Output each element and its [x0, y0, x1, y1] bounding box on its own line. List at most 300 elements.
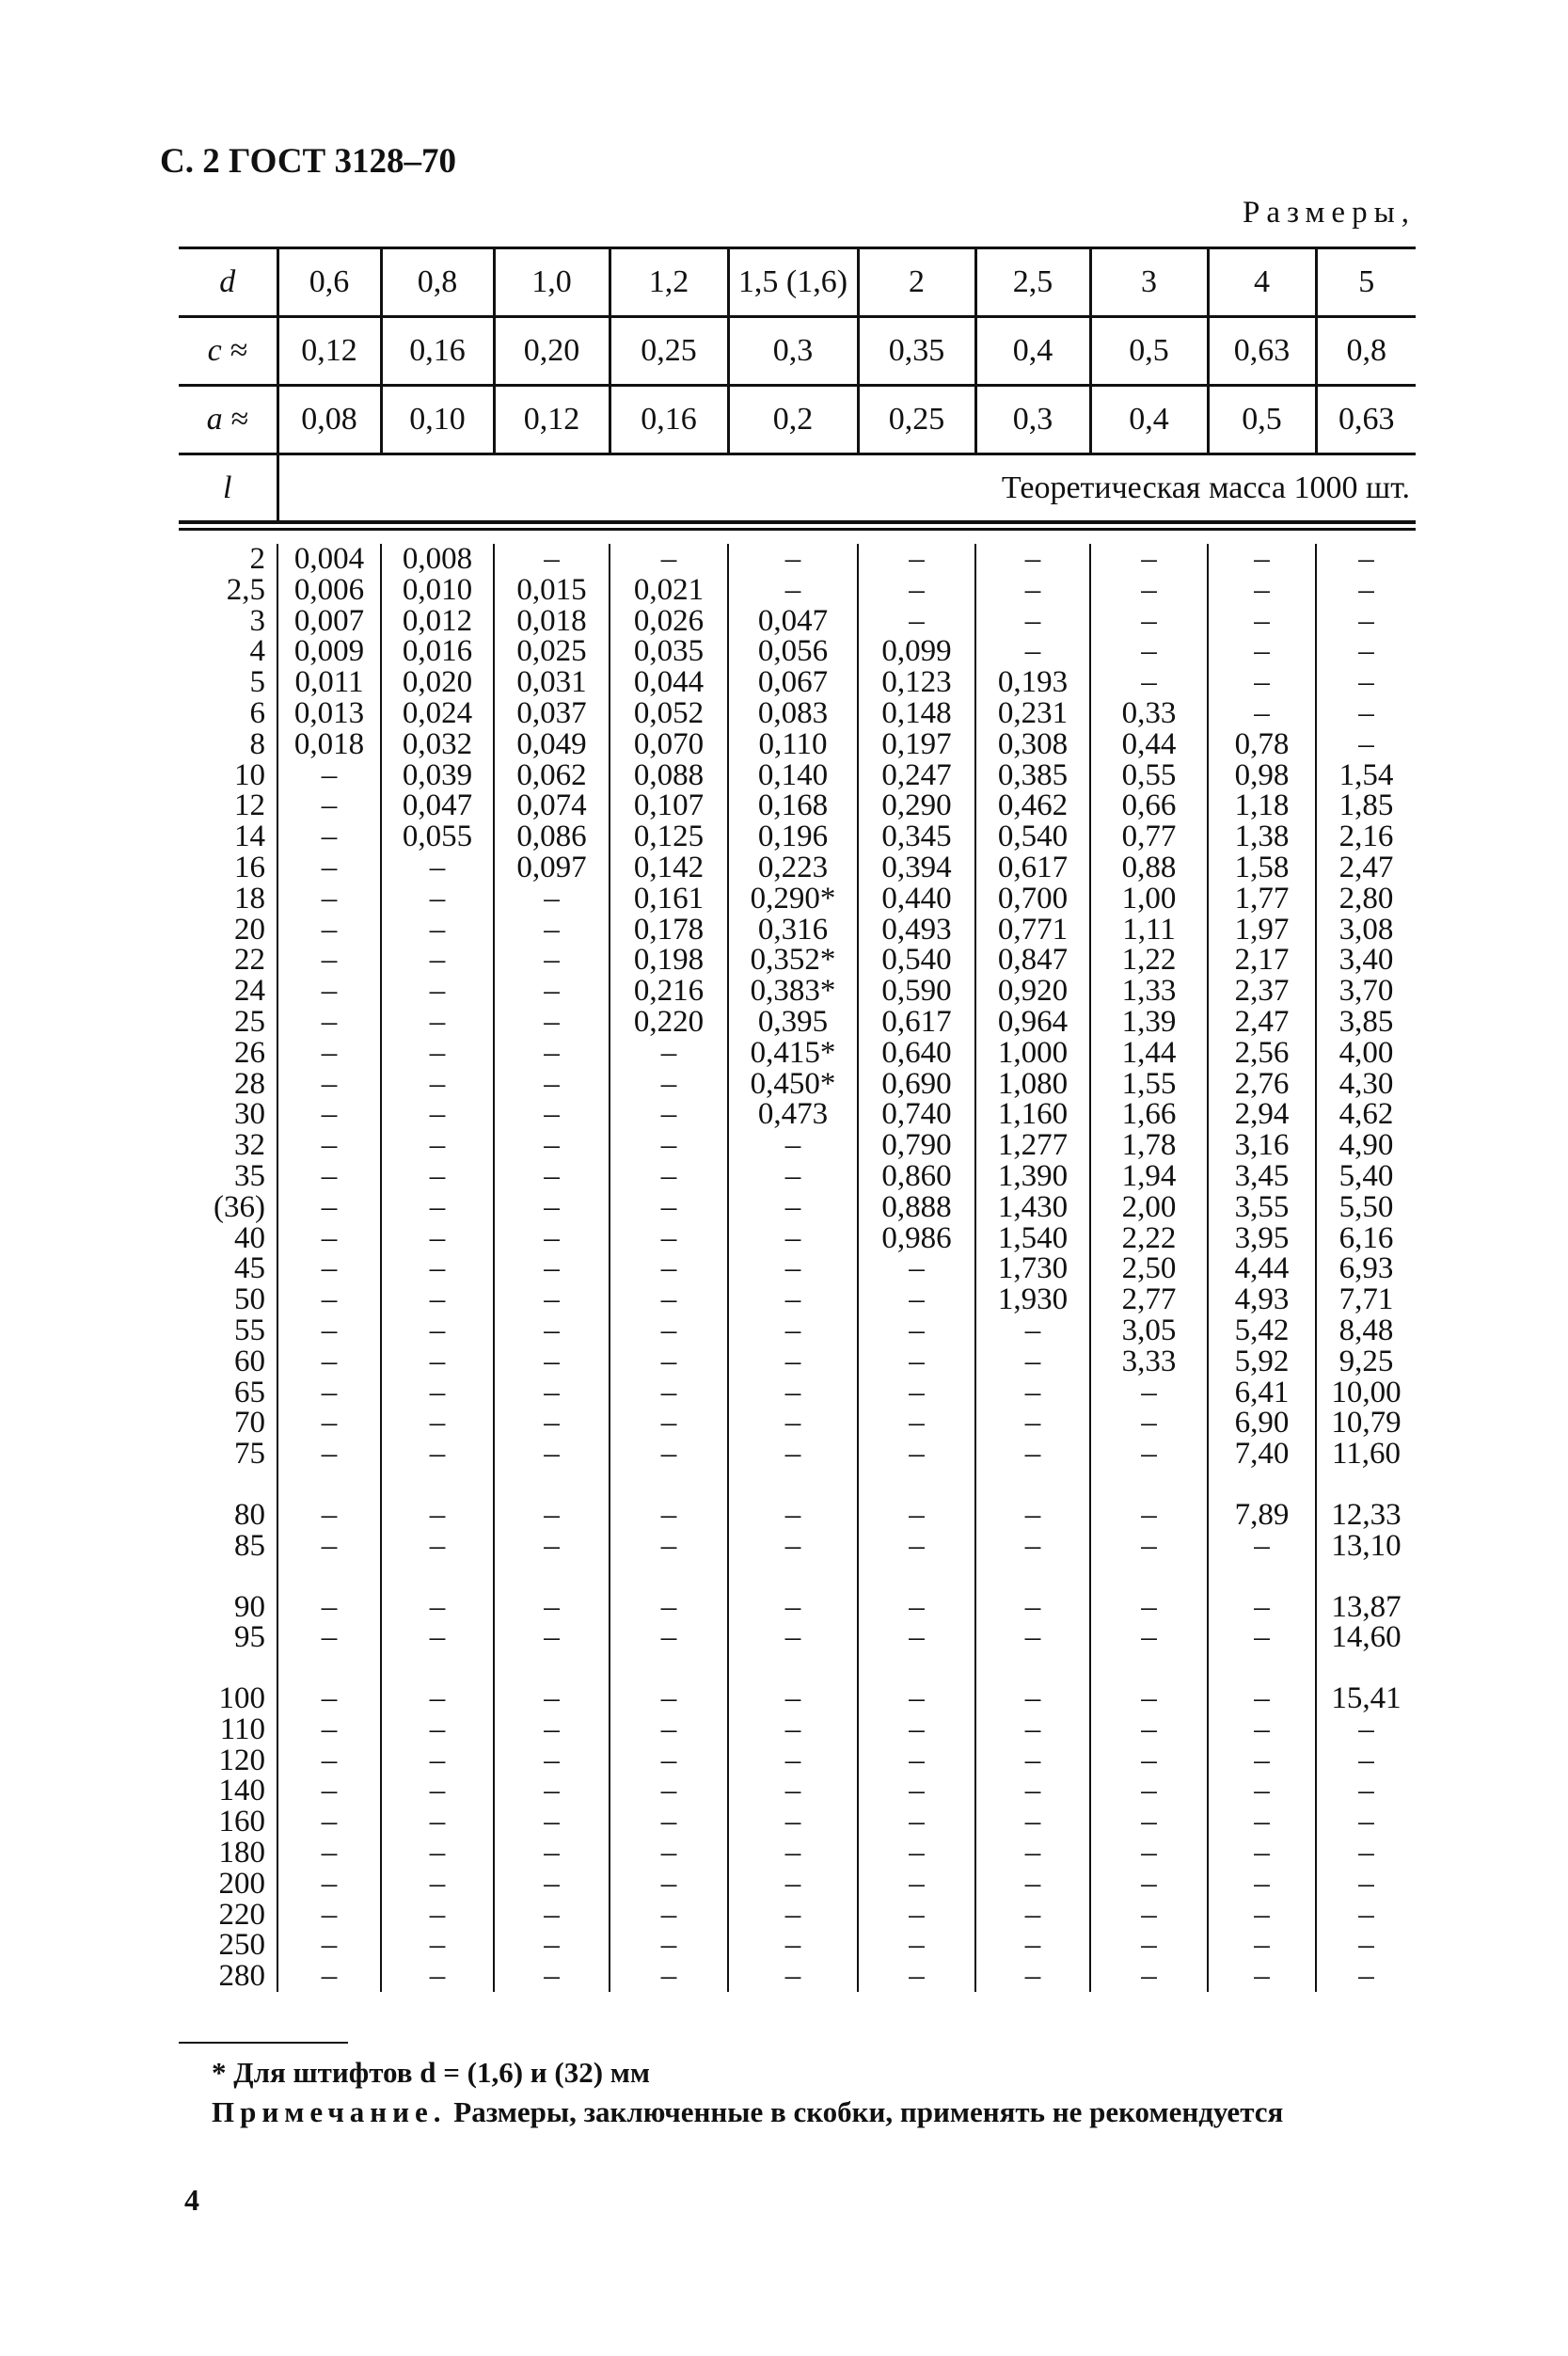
gap-cell: [858, 1653, 975, 1683]
mass-cell: 0,771: [975, 915, 1090, 946]
header-separator-double: [179, 528, 1416, 531]
mass-cell: –: [1208, 544, 1316, 575]
param-label: c ≈: [207, 333, 247, 368]
mass-cell: –: [1208, 1961, 1316, 1992]
param-value: 0,3: [975, 386, 1090, 454]
mass-cell: –: [494, 1099, 610, 1130]
mass-cell: –: [610, 1439, 728, 1470]
mass-cell: 0,070: [610, 729, 728, 760]
mass-cell: –: [728, 1377, 858, 1409]
mass-cell: 7,89: [1208, 1500, 1316, 1531]
mass-table: [179, 544, 1416, 1992]
mass-cell: –: [277, 1500, 381, 1531]
mass-cell: –: [494, 915, 610, 946]
mass-cell: –: [277, 1007, 381, 1038]
mass-cell: –: [277, 1253, 381, 1284]
mass-cell: –: [277, 976, 381, 1007]
asterisk-footnote: * Для штифтов d = (1,6) и (32) мм: [212, 2056, 651, 2089]
table-row: [179, 884, 1416, 915]
mass-cell: 0,290: [858, 790, 975, 821]
table-row: [179, 1745, 1416, 1776]
mass-cell: –: [381, 1284, 494, 1315]
mass-cell: 0,018: [494, 606, 610, 637]
mass-cell: –: [1090, 1838, 1208, 1869]
mass-cell: –: [975, 1683, 1090, 1714]
mass-cell: –: [975, 1439, 1090, 1470]
gap-cell: [1090, 1470, 1208, 1500]
mass-cell: –: [1208, 575, 1316, 606]
mass-cell: 0,540: [975, 821, 1090, 852]
gap-cell: [1090, 1562, 1208, 1592]
table-row: [179, 575, 1416, 606]
mass-cell: –: [728, 1130, 858, 1161]
length-cell: 2: [249, 542, 265, 576]
length-cell: 60: [234, 1344, 265, 1378]
mass-cell: –: [381, 1622, 494, 1653]
mass-cell: 0,168: [728, 790, 858, 821]
mass-cell: –: [1208, 1592, 1316, 1623]
mass-cell: –: [1090, 667, 1208, 698]
length-cell: 160: [218, 1805, 265, 1839]
mass-cell: –: [975, 1900, 1090, 1931]
mass-cell: –: [494, 1069, 610, 1100]
mass-cell: –: [277, 1869, 381, 1900]
mass-cell: –: [858, 1408, 975, 1439]
table-row: [179, 1315, 1416, 1346]
mass-cell: –: [1090, 1745, 1208, 1776]
mass-cell: 1,160: [975, 1099, 1090, 1130]
param-row: [179, 248, 1416, 317]
length-cell: 55: [234, 1313, 265, 1347]
table-row: [179, 1683, 1416, 1714]
mass-cell: 0,216: [610, 976, 728, 1007]
table-row: [179, 1714, 1416, 1745]
mass-cell: 0,067: [728, 667, 858, 698]
mass-cell: –: [1208, 606, 1316, 637]
length-cell: 18: [234, 881, 265, 915]
mass-cell: –: [610, 1284, 728, 1315]
mass-cell: –: [381, 1161, 494, 1192]
length-cell: 20: [234, 912, 265, 947]
param-label: a ≈: [206, 402, 248, 437]
mass-cell: –: [1090, 1439, 1208, 1470]
table-row: [179, 1038, 1416, 1069]
table-row: [179, 606, 1416, 637]
mass-cell: 10,00: [1316, 1377, 1416, 1409]
table-row: [179, 698, 1416, 729]
gap-cell: [975, 1562, 1090, 1592]
mass-cell: 0,008: [381, 544, 494, 575]
mass-cell: 4,62: [1316, 1099, 1416, 1130]
mass-cell: –: [381, 1683, 494, 1714]
mass-cell: –: [858, 1284, 975, 1315]
gap-cell: [1316, 1653, 1416, 1683]
length-cell: 200: [218, 1866, 265, 1901]
mass-cell: –: [1090, 606, 1208, 637]
mass-cell: –: [975, 1346, 1090, 1377]
mass-cell: –: [610, 1130, 728, 1161]
mass-cell: –: [277, 1961, 381, 1992]
mass-cell: 14,60: [1316, 1622, 1416, 1653]
mass-cell: 5,92: [1208, 1346, 1316, 1377]
mass-cell: –: [1316, 1961, 1416, 1992]
param-value: 0,2: [728, 386, 858, 454]
mass-cell: 0,415*: [728, 1038, 858, 1069]
gap-cell: [179, 1470, 277, 1500]
mass-cell: –: [381, 852, 494, 884]
mass-cell: 0,440: [858, 884, 975, 915]
gap-cell: [494, 1653, 610, 1683]
mass-cell: –: [277, 1161, 381, 1192]
mass-cell: –: [381, 1377, 494, 1409]
mass-cell: 9,25: [1316, 1346, 1416, 1377]
length-cell: 4: [249, 634, 265, 669]
mass-cell: –: [728, 1838, 858, 1869]
mass-cell: –: [1316, 606, 1416, 637]
param-value: 0,4: [975, 317, 1090, 386]
mass-cell: 0,009: [277, 636, 381, 667]
mass-cell: –: [858, 1622, 975, 1653]
mass-cell: –: [858, 575, 975, 606]
mass-cell: –: [728, 1900, 858, 1931]
length-cell: 220: [218, 1897, 265, 1932]
mass-cell: –: [858, 1315, 975, 1346]
mass-cell: 0,099: [858, 636, 975, 667]
mass-cell: 0,088: [610, 760, 728, 791]
mass-cell: –: [381, 884, 494, 915]
table-row: [179, 1439, 1416, 1470]
mass-cell: –: [728, 1439, 858, 1470]
param-value: 1,5 (1,6): [728, 248, 858, 317]
mass-cell: 0,011: [277, 667, 381, 698]
mass-cell: –: [728, 1284, 858, 1315]
mass-cell: 2,16: [1316, 821, 1416, 852]
note-text: Размеры, заключенные в скобки, применять не рекомендуется: [446, 2095, 1284, 2128]
table-row: [179, 1069, 1416, 1100]
mass-cell: 3,70: [1316, 976, 1416, 1007]
mass-cell: –: [381, 1130, 494, 1161]
mass-cell: –: [494, 1531, 610, 1562]
mass-cell: 1,540: [975, 1223, 1090, 1254]
mass-cell: 0,740: [858, 1099, 975, 1130]
mass-cell: –: [277, 1807, 381, 1838]
mass-cell: 0,383*: [728, 976, 858, 1007]
mass-cell: –: [1090, 636, 1208, 667]
mass-cell: 0,010: [381, 575, 494, 606]
mass-cell: 3,95: [1208, 1223, 1316, 1254]
mass-cell: –: [494, 1775, 610, 1807]
mass-cell: –: [858, 606, 975, 637]
mass-cell: 4,90: [1316, 1130, 1416, 1161]
mass-cell: 0,450*: [728, 1069, 858, 1100]
mass-cell: –: [610, 1869, 728, 1900]
mass-cell: –: [975, 1377, 1090, 1409]
mass-cell: 3,08: [1316, 915, 1416, 946]
mass-cell: –: [975, 1807, 1090, 1838]
mass-cell: –: [277, 1592, 381, 1623]
mass-cell: 12,33: [1316, 1500, 1416, 1531]
gap-cell: [494, 1470, 610, 1500]
mass-cell: 2,77: [1090, 1284, 1208, 1315]
mass-cell: 1,55: [1090, 1069, 1208, 1100]
mass-cell: 1,930: [975, 1284, 1090, 1315]
mass-cell: 1,58: [1208, 852, 1316, 884]
mass-cell: 2,94: [1208, 1099, 1316, 1130]
mass-cell: –: [1090, 1900, 1208, 1931]
mass-cell: –: [381, 1069, 494, 1100]
mass-cell: 0,007: [277, 606, 381, 637]
mass-cell: 0,125: [610, 821, 728, 852]
mass-cell: –: [1316, 1930, 1416, 1961]
mass-cell: –: [381, 976, 494, 1007]
length-cell: 26: [234, 1035, 265, 1070]
mass-cell: –: [1090, 1683, 1208, 1714]
gap-cell: [610, 1470, 728, 1500]
mass-cell: 3,40: [1316, 945, 1416, 976]
mass-cell: 1,33: [1090, 976, 1208, 1007]
table-row: [179, 1099, 1416, 1130]
length-cell: 5: [249, 665, 265, 700]
mass-cell: 2,47: [1316, 852, 1416, 884]
mass-cell: 0,020: [381, 667, 494, 698]
length-cell: 14: [234, 820, 265, 854]
mass-cell: –: [381, 1038, 494, 1069]
gap-cell: [381, 1653, 494, 1683]
mass-cell: 1,77: [1208, 884, 1316, 915]
table-row: [179, 1007, 1416, 1038]
mass-caption: Теоретическая масса 1000 шт.: [277, 454, 1416, 523]
mass-cell: –: [610, 1346, 728, 1377]
mass-cell: –: [1090, 1622, 1208, 1653]
table-row: [179, 1253, 1416, 1284]
param-value: 1,2: [610, 248, 728, 317]
mass-cell: 0,037: [494, 698, 610, 729]
mass-cell: –: [494, 1038, 610, 1069]
length-cell: 180: [218, 1836, 265, 1870]
mass-cell: 13,10: [1316, 1531, 1416, 1562]
mass-cell: –: [975, 1408, 1090, 1439]
mass-cell: –: [975, 1930, 1090, 1961]
mass-cell: –: [610, 1838, 728, 1869]
mass-cell: –: [610, 1714, 728, 1745]
mass-cell: –: [1090, 1592, 1208, 1623]
length-cell: 45: [234, 1251, 265, 1286]
mass-cell: –: [381, 1408, 494, 1439]
mass-cell: 0,920: [975, 976, 1090, 1007]
mass-cell: 0,790: [858, 1130, 975, 1161]
mass-cell: –: [381, 1500, 494, 1531]
mass-cell: 3,33: [1090, 1346, 1208, 1377]
mass-cell: 0,78: [1208, 729, 1316, 760]
gap-cell: [1316, 1562, 1416, 1592]
mass-cell: –: [1208, 636, 1316, 667]
param-value: 0,63: [1208, 317, 1316, 386]
mass-cell: 0,690: [858, 1069, 975, 1100]
mass-cell: 0,074: [494, 790, 610, 821]
gap-cell: [1316, 1470, 1416, 1500]
mass-cell: –: [1316, 1869, 1416, 1900]
mass-cell: –: [1090, 1930, 1208, 1961]
mass-cell: –: [610, 1192, 728, 1223]
mass-cell: –: [610, 1775, 728, 1807]
table-bottom-line: [179, 2042, 348, 2044]
mass-cell: 0,590: [858, 976, 975, 1007]
mass-cell: –: [494, 1192, 610, 1223]
table-row: [179, 1192, 1416, 1223]
mass-cell: 6,93: [1316, 1253, 1416, 1284]
note-label: Примечание.: [212, 2095, 447, 2128]
mass-cell: –: [1208, 1807, 1316, 1838]
length-cell: 3: [249, 603, 265, 638]
mass-cell: –: [728, 575, 858, 606]
mass-cell: 6,16: [1316, 1223, 1416, 1254]
gap-cell: [381, 1470, 494, 1500]
mass-cell: –: [277, 1622, 381, 1653]
mass-cell: –: [1208, 1622, 1316, 1653]
length-cell: 12: [234, 788, 265, 823]
mass-cell: 0,394: [858, 852, 975, 884]
table-row: [179, 1408, 1416, 1439]
mass-cell: –: [494, 544, 610, 575]
table-row: [179, 852, 1416, 884]
length-cell: 30: [234, 1097, 265, 1132]
length-cell: 110: [219, 1711, 265, 1746]
mass-cell: –: [1316, 698, 1416, 729]
mass-cell: –: [1208, 1531, 1316, 1562]
length-cell: 28: [234, 1066, 265, 1101]
mass-cell: 0,308: [975, 729, 1090, 760]
mass-cell: –: [1090, 1714, 1208, 1745]
mass-cell: 0,462: [975, 790, 1090, 821]
mass-cell: –: [494, 1161, 610, 1192]
length-cell: 6: [249, 695, 265, 730]
mass-cell: –: [381, 1714, 494, 1745]
mass-cell: –: [381, 1592, 494, 1623]
gap-cell: [1208, 1562, 1316, 1592]
param-row: [179, 386, 1416, 454]
length-cell: 140: [218, 1774, 265, 1808]
mass-cell: –: [494, 1807, 610, 1838]
mass-cell: –: [277, 1408, 381, 1439]
mass-cell: –: [1090, 1531, 1208, 1562]
length-cell: 50: [234, 1282, 265, 1317]
mass-cell: –: [1208, 1714, 1316, 1745]
mass-cell: 3,45: [1208, 1161, 1316, 1192]
mass-cell: 2,22: [1090, 1223, 1208, 1254]
page-title: С. 2 ГОСТ 3128–70: [160, 142, 456, 181]
mass-cell: –: [728, 1192, 858, 1223]
mass-cell: 0,860: [858, 1161, 975, 1192]
mass-cell: –: [858, 1930, 975, 1961]
mass-cell: 0,700: [975, 884, 1090, 915]
gap-cell: [728, 1470, 858, 1500]
length-cell: 85: [234, 1528, 265, 1563]
mass-cell: 0,107: [610, 790, 728, 821]
mass-cell: 0,55: [1090, 760, 1208, 791]
mass-cell: –: [277, 1377, 381, 1409]
mass-cell: 0,617: [858, 1007, 975, 1038]
mass-cell: 6,41: [1208, 1377, 1316, 1409]
mass-cell: 0,044: [610, 667, 728, 698]
mass-cell: –: [610, 1745, 728, 1776]
mass-cell: –: [728, 1807, 858, 1838]
table-row: [179, 1377, 1416, 1409]
mass-cell: 0,148: [858, 698, 975, 729]
length-cell: 24: [234, 974, 265, 1009]
mass-cell: –: [728, 1408, 858, 1439]
mass-cell: –: [381, 1099, 494, 1130]
gap-cell: [610, 1653, 728, 1683]
mass-cell: –: [277, 1315, 381, 1346]
mass-cell: –: [1090, 1408, 1208, 1439]
mass-cell: 0,473: [728, 1099, 858, 1130]
mass-cell: –: [1316, 636, 1416, 667]
mass-cell: –: [610, 1038, 728, 1069]
mass-cell: –: [494, 945, 610, 976]
mass-cell: 1,000: [975, 1038, 1090, 1069]
table-row: [179, 544, 1416, 575]
mass-cell: –: [975, 575, 1090, 606]
mass-cell: –: [277, 1838, 381, 1869]
mass-cell: –: [858, 1500, 975, 1531]
mass-cell: –: [858, 1961, 975, 1992]
mass-cell: 0,006: [277, 575, 381, 606]
mass-cell: –: [277, 1900, 381, 1931]
table-row: [179, 1500, 1416, 1531]
mass-cell: –: [277, 1531, 381, 1562]
mass-cell: –: [1090, 1377, 1208, 1409]
mass-cell: 0,018: [277, 729, 381, 760]
gap-cell: [277, 1653, 381, 1683]
mass-cell: –: [494, 1500, 610, 1531]
mass-cell: –: [610, 1223, 728, 1254]
mass-cell: –: [277, 790, 381, 821]
length-cell: 16: [234, 850, 265, 884]
mass-cell: –: [975, 1714, 1090, 1745]
mass-cell: –: [381, 1775, 494, 1807]
mass-cell: 0,110: [728, 729, 858, 760]
mass-cell: 0,493: [858, 915, 975, 946]
mass-cell: –: [610, 1592, 728, 1623]
length-cell: 90: [234, 1589, 265, 1624]
mass-cell: 13,87: [1316, 1592, 1416, 1623]
mass-cell: 2,56: [1208, 1038, 1316, 1069]
mass-cell: –: [494, 1622, 610, 1653]
table-row: [179, 1869, 1416, 1900]
mass-cell: 4,30: [1316, 1069, 1416, 1100]
table-row: [179, 976, 1416, 1007]
mass-cell: 0,013: [277, 698, 381, 729]
mass-cell: –: [1316, 1775, 1416, 1807]
mass-cell: 5,50: [1316, 1192, 1416, 1223]
gap-cell: [1208, 1653, 1316, 1683]
mass-cell: –: [610, 1377, 728, 1409]
mass-cell: 1,78: [1090, 1130, 1208, 1161]
mass-cell: –: [277, 1099, 381, 1130]
mass-cell: –: [381, 1192, 494, 1223]
mass-cell: 0,024: [381, 698, 494, 729]
page-number: 4: [184, 2183, 199, 2217]
mass-cell: –: [381, 1930, 494, 1961]
mass-cell: 7,71: [1316, 1284, 1416, 1315]
mass-cell: –: [277, 884, 381, 915]
mass-cell: –: [975, 1622, 1090, 1653]
mass-cell: –: [610, 1807, 728, 1838]
mass-cell: –: [975, 1500, 1090, 1531]
mass-cell: 0,88: [1090, 852, 1208, 884]
mass-cell: 0,047: [728, 606, 858, 637]
mass-cell: –: [858, 544, 975, 575]
